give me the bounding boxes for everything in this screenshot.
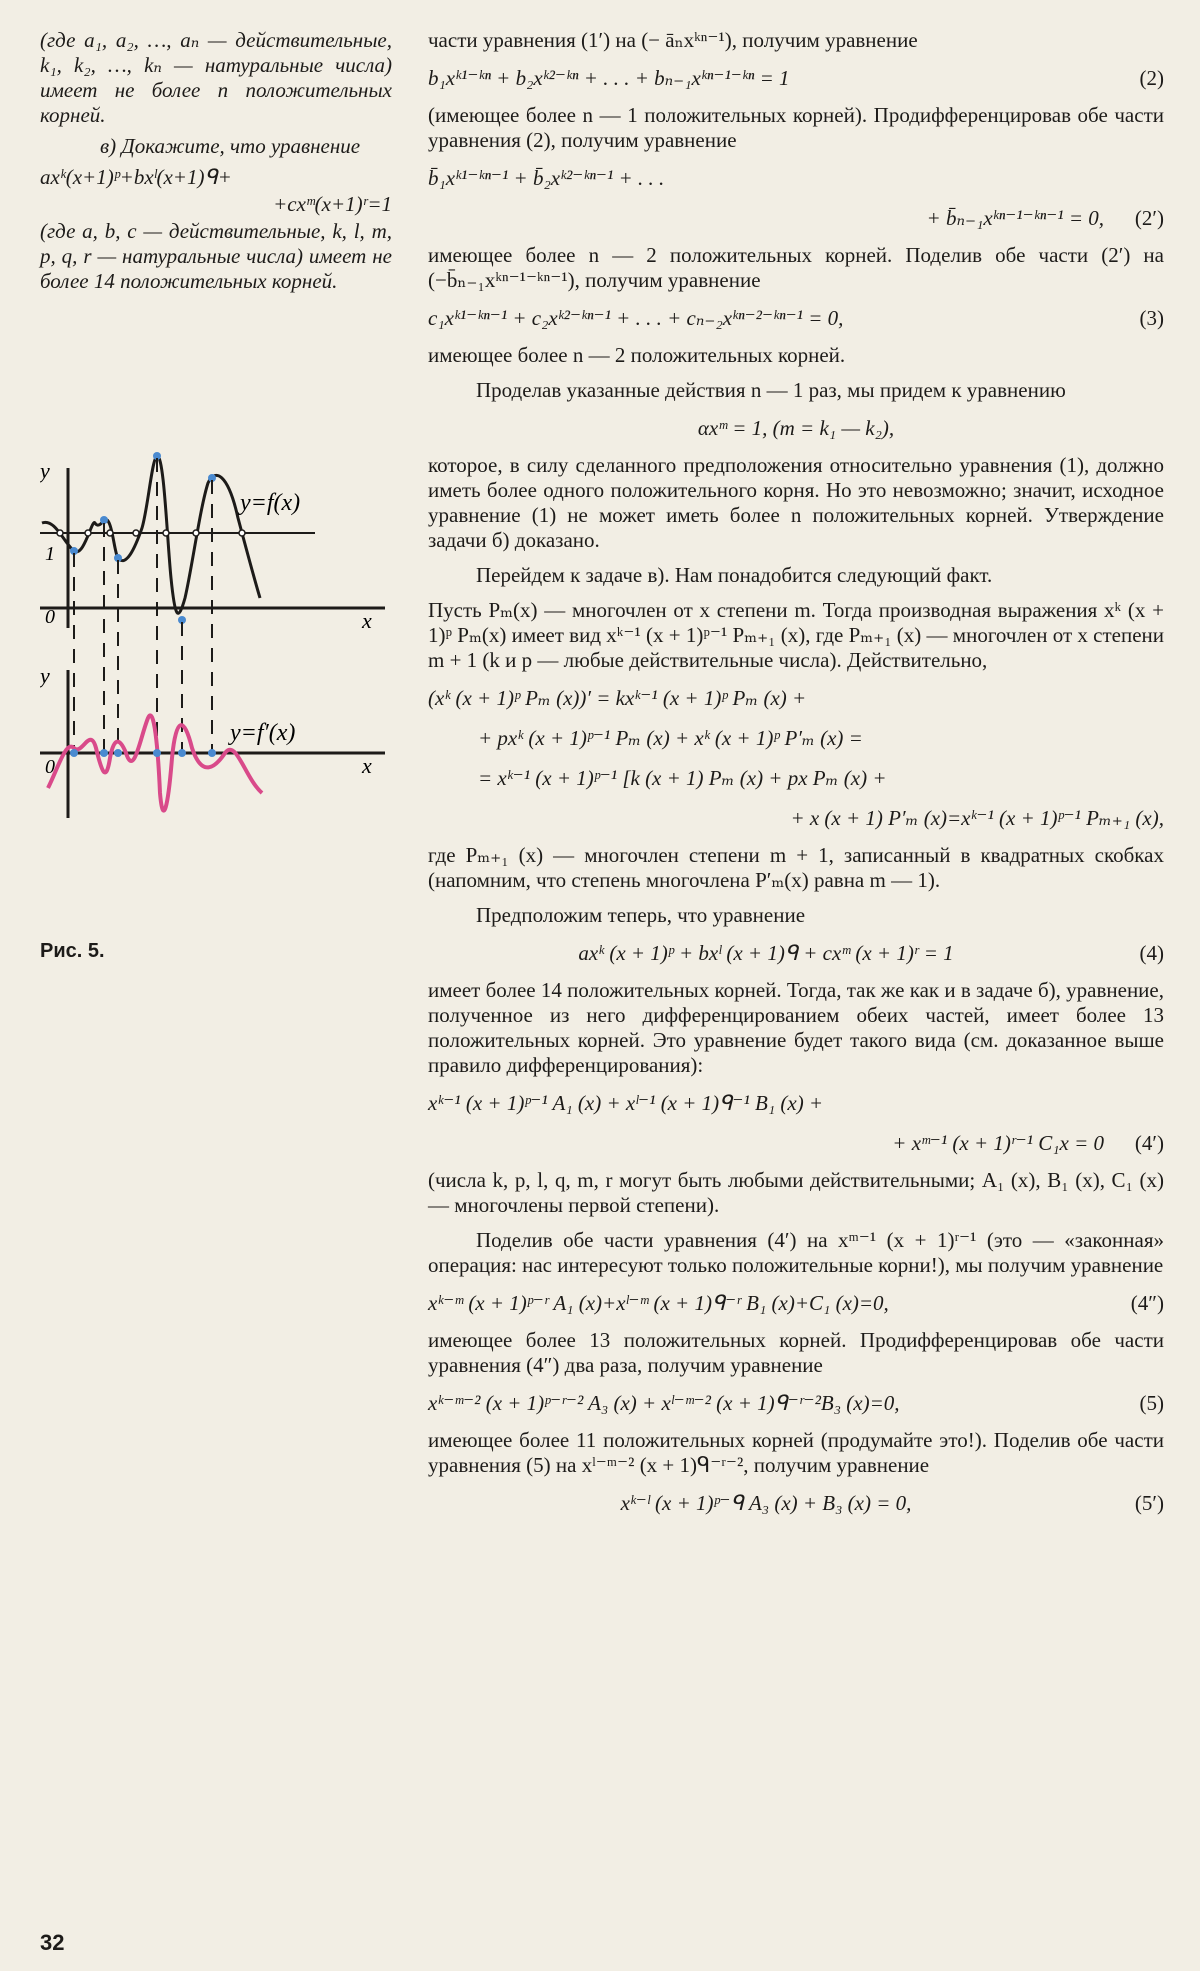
problem-c-equation-line2: +cxᵐ(x+1)ʳ=1 (273, 192, 392, 216)
equation-body: b̄₁xᵏ¹⁻ᵏⁿ⁻¹ + b̄₂xᵏ²⁻ᵏⁿ⁻¹ + . . . (428, 165, 665, 190)
equation-4prime-line1 (428, 1088, 1164, 1118)
problem-b-tail: (где a₁, a₂, …, aₙ — действительные, k₁, k₂, …, kₙ — натуральные числа) имеет не более n положительных корней. (40, 28, 392, 127)
bottom-point (153, 749, 161, 757)
bottom-point (208, 749, 216, 757)
bottom-point (70, 749, 78, 757)
problem-c-statement: в) Докажите, что уравнение (100, 134, 361, 158)
equation-2prime-line2 (428, 203, 1164, 233)
top-zero-label: 0 (45, 606, 55, 628)
figure-caption: Рис. 5. (40, 940, 105, 962)
top-intersection (133, 530, 139, 536)
top-intersection (107, 530, 113, 536)
text-block: имеющее более n — 2 положительных корней. Поделив обе части (2′) на (−b̄ₙ₋₁xᵏⁿ⁻¹⁻ᵏⁿ⁻¹), получим уравнение (428, 243, 1164, 292)
top-one-label: 1 (45, 543, 55, 565)
text-block: Предположим теперь, что уравнение (476, 903, 806, 927)
text-block: имеет более 14 положительных корней. Тогда, так же как и в задаче б), уравнение, полученное из него дифференцированием обеих частей, имеет более 13 положительных корней. Это уравнение будет такого вида (см. доказанное выше правило дифференцирования): (428, 978, 1164, 1077)
top-intersection (193, 530, 199, 536)
dashed-connectors (74, 458, 212, 753)
equation-4prime-line2 (428, 1128, 1164, 1158)
text-block: Пусть Pₘ(x) — многочлен от x степени m. Тогда производная выражения xᵏ (x + 1)ᵖ Pₘ(x) имеет вид xᵏ⁻¹ (x + 1)ᵖ⁻¹ Pₘ₊₁ (x), где Pₘ₊₁ (x) — многочлен от x степени m + 1 (k и p — любые действительные числа). Действительно, (428, 598, 1164, 672)
figure-5 (40, 448, 400, 938)
equation-body: + pxᵏ (x + 1)ᵖ⁻¹ Pₘ (x) + xᵏ (x + 1)ᵖ P′ₘ (x) = (478, 725, 863, 750)
text-block: Поделив обе части уравнения (4′) на xᵐ⁻¹ (x + 1)ʳ⁻¹ (это — «законная» операция: нас интересуют только положительные корни!), мы получим уравнение (428, 1228, 1164, 1277)
bottom-zero-label: 0 (45, 756, 55, 778)
page-number: 32 (40, 1930, 65, 1955)
right-column (428, 28, 1164, 1528)
text-block: части уравнения (1′) на (− āₙxᵏⁿ⁻¹), получим уравнение (428, 28, 918, 52)
derivative-line1 (428, 683, 1164, 713)
derivative-line2 (428, 723, 1164, 753)
text-block: имеющее более 13 положительных корней. Продифференцировав обе части уравнения (4″) два раза, получим уравнение (428, 1328, 1164, 1377)
top-function-label: y=f(x) (240, 490, 301, 516)
equation-body: xᵏ⁻ᵐ (x + 1)ᵖ⁻ʳ A₁ (x)+xˡ⁻ᵐ (x + 1)ᑫ⁻ʳ B₁ (x)+C₁ (x)=0, (428, 1290, 889, 1315)
text-block: имеющее более n — 2 положительных корней. (428, 343, 846, 367)
bottom-y-label: y (40, 663, 50, 688)
top-intersection (163, 530, 169, 536)
text-block: (имеющее более n — 1 положительных корней). Продифференцировав обе части уравнения (2), получим уравнение (428, 103, 1164, 152)
equation-number: (2) (1139, 65, 1164, 90)
equation-number: (4″) (1130, 1290, 1164, 1315)
top-x-label: x (362, 608, 372, 633)
equation-body: + x (x + 1) P′ₘ (x)=xᵏ⁻¹ (x + 1)ᵖ⁻¹ Pₘ₊₁ (x), (790, 805, 1164, 830)
problem-c-conditions: (где a, b, c — действительные, k, l, m, p, q, r — натуральные числа) имеет не более 14 положительных корней. (40, 219, 392, 293)
equation-number: (5′) (1134, 1490, 1164, 1515)
text-block: где Pₘ₊₁ (x) — многочлен степени m + 1, записанный в квадратных скобках (напомним, что степень многочлена P′ₘ(x) равна m — 1). (428, 843, 1164, 892)
figure-5-svg (40, 448, 400, 938)
equation-body: xᵏ⁻ᵐ⁻² (x + 1)ᵖ⁻ʳ⁻² A₃ (x) + xˡ⁻ᵐ⁻² (x + 1)ᑫ⁻ʳ⁻²B₃ (x)=0, (428, 1390, 900, 1415)
equation-body: b₁xᵏ¹⁻ᵏⁿ + b₂xᵏ²⁻ᵏⁿ + . . . + bₙ₋₁xᵏⁿ⁻¹⁻ᵏⁿ = 1 (428, 65, 790, 90)
equation-number: (4) (1139, 940, 1164, 965)
equation-number: (2′) (1134, 205, 1164, 230)
equation-3 (428, 303, 1164, 333)
equation-body: xᵏ⁻ˡ (x + 1)ᵖ⁻ᑫ A₃ (x) + B₃ (x) = 0, (620, 1490, 912, 1515)
top-intersection (85, 530, 91, 536)
equation-number: (5) (1139, 1390, 1164, 1415)
bottom-point (178, 749, 186, 757)
text-block: которое, в силу сделанного предположения относительно уравнения (1), должно иметь более одного положительного корня. Но это невозможно; значит, исходное уравнение (1) не может иметь более n положительных корней. Утверждение задачи б) доказано. (428, 453, 1164, 552)
equation-body: αxᵐ = 1, (m = k₁ — k₂), (697, 415, 895, 440)
top-point (100, 516, 108, 524)
derivative-line3 (428, 763, 1164, 793)
equation-4dprime (428, 1288, 1164, 1318)
equation-body: + b̄ₙ₋₁xᵏⁿ⁻¹⁻ᵏⁿ⁻¹ = 0, (926, 205, 1104, 230)
equation-body: xᵏ⁻¹ (x + 1)ᵖ⁻¹ A₁ (x) + xˡ⁻¹ (x + 1)ᑫ⁻¹ B₁ (x) + (428, 1090, 824, 1115)
top-y-label: y (40, 458, 50, 483)
derivative-line4 (428, 803, 1164, 833)
equation-alpha (428, 413, 1164, 443)
bottom-function-label: y=f′(x) (230, 720, 296, 746)
top-intersection (57, 530, 63, 536)
problem-c-equation-line1: axᵏ(x+1)ᵖ+bxˡ(x+1)ᑫ+ (40, 165, 232, 189)
left-column (40, 28, 392, 300)
top-intersection (239, 530, 245, 536)
equation-2prime-line1 (428, 163, 1164, 193)
equation-body: = xᵏ⁻¹ (x + 1)ᵖ⁻¹ [k (x + 1) Pₘ (x) + px Pₘ (x) + (478, 765, 887, 790)
bottom-point (100, 749, 108, 757)
text-block: Перейдем к задаче в). Нам понадобится следующий факт. (476, 563, 993, 587)
text-block: имеющее более 11 положительных корней (продумайте это!). Поделив обе части уравнения (5) на xˡ⁻ᵐ⁻² (x + 1)ᑫ⁻ʳ⁻², получим уравнение (428, 1428, 1164, 1477)
bottom-point (114, 749, 122, 757)
equation-body: axᵏ (x + 1)ᵖ + bxˡ (x + 1)ᑫ + cxᵐ (x + 1)ʳ = 1 (578, 940, 954, 965)
equation-body: c₁xᵏ¹⁻ᵏⁿ⁻¹ + c₂xᵏ²⁻ᵏⁿ⁻¹ + . . . + cₙ₋₂xᵏⁿ⁻²⁻ᵏⁿ⁻¹ = 0, (428, 305, 844, 330)
bottom-x-label: x (362, 753, 372, 778)
equation-number: (4′) (1134, 1130, 1164, 1155)
equation-4 (428, 938, 1164, 968)
equation-body: + xᵐ⁻¹ (x + 1)ʳ⁻¹ C₁x = 0 (892, 1130, 1104, 1155)
equation-5 (428, 1388, 1164, 1418)
text-block: Проделав указанные действия n — 1 раз, мы придем к уравнению (476, 378, 1066, 402)
equation-body: (xᵏ (x + 1)ᵖ Pₘ (x))′ = kxᵏ⁻¹ (x + 1)ᵖ Pₘ (x) + (428, 685, 807, 710)
equation-5prime (428, 1488, 1164, 1518)
equation-number: (3) (1139, 305, 1164, 330)
equation-2 (428, 63, 1164, 93)
text-block: (числа k, p, l, q, m, r могут быть любыми действительными; A₁ (x), B₁ (x), C₁ (x) — многочлены первой степени). (428, 1168, 1164, 1217)
